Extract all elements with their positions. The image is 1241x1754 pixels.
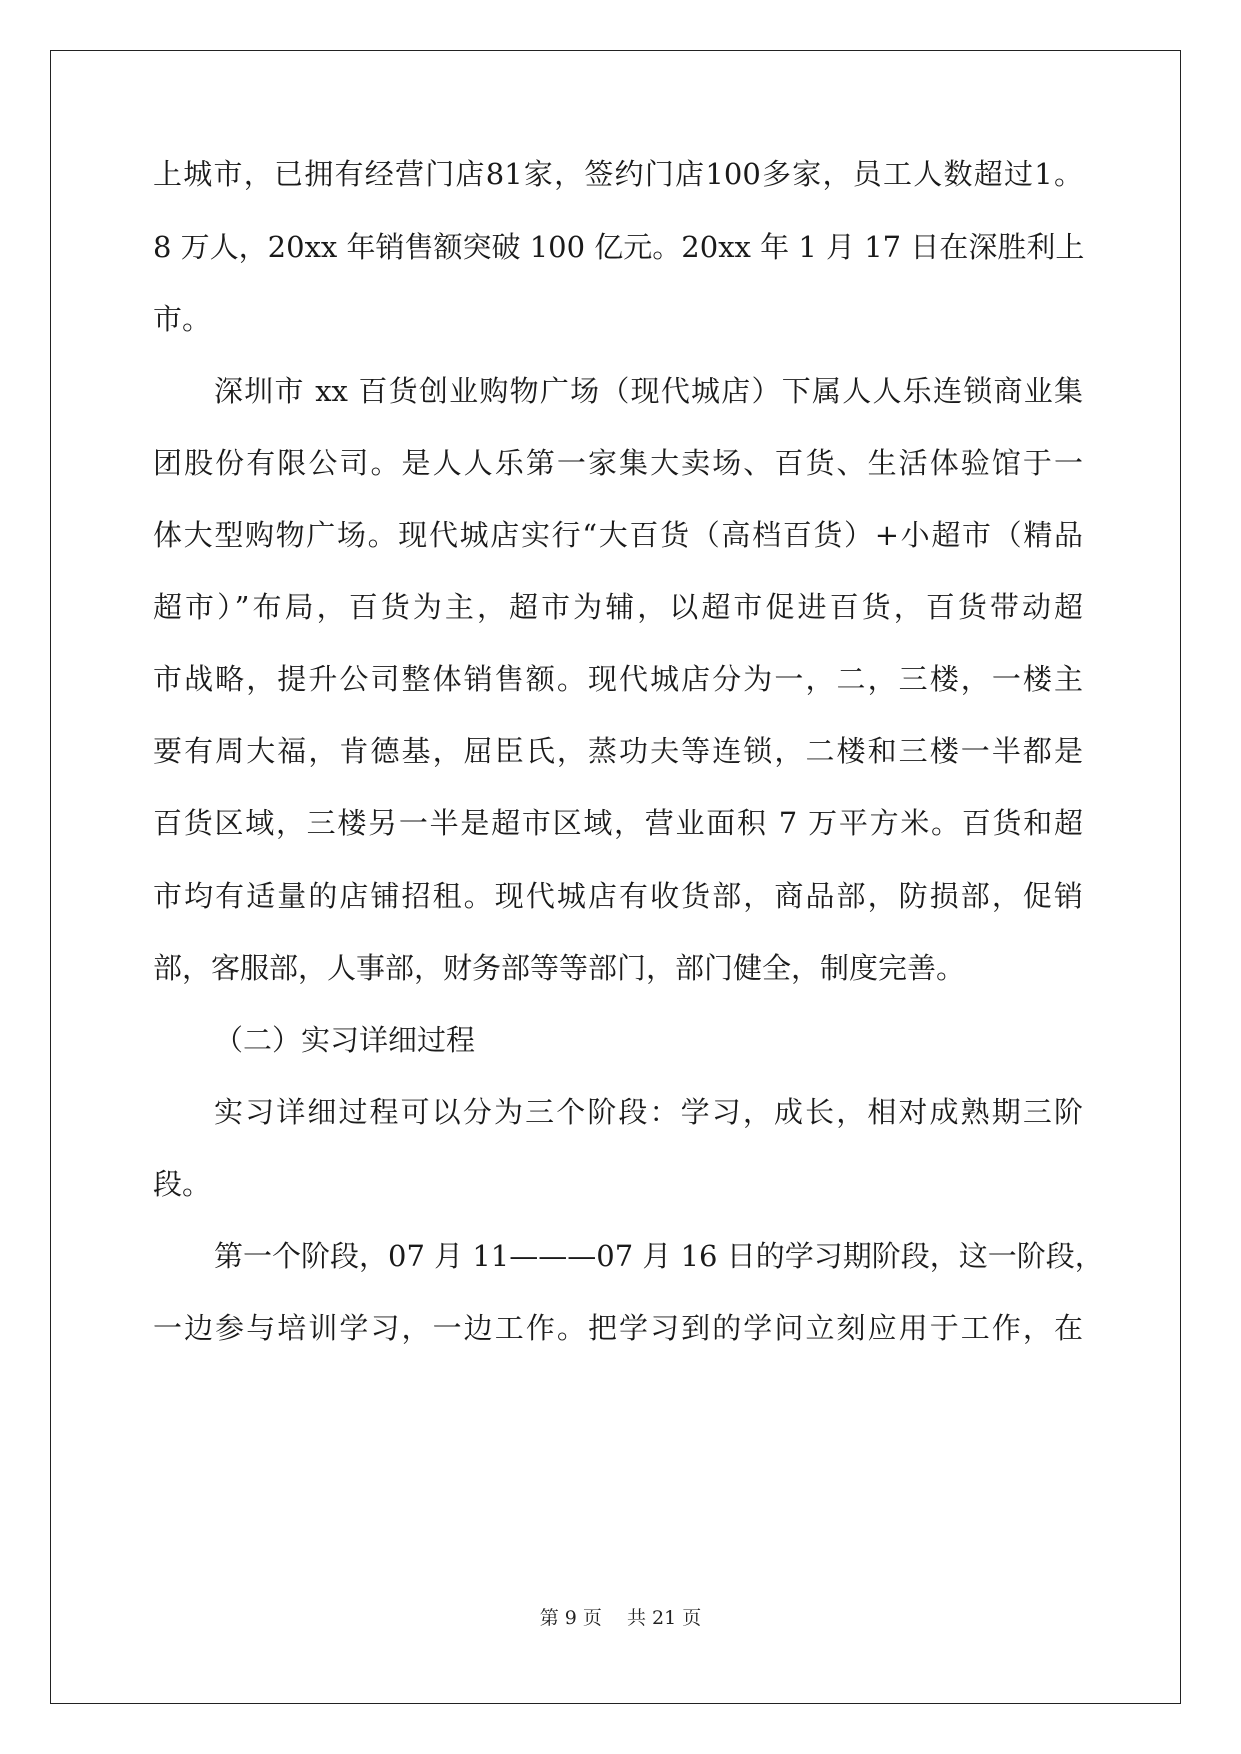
text-line: 8 万人，20xx 年销售额突破 100 亿元。20xx 年 1 月 17 日在深胜利上 (153, 230, 1085, 264)
text-line: 体大型购物广场。现代城店实行“大百货（高档百货）+小超市（精品 (153, 518, 1083, 552)
text-line: 要有周大福，肯德基，屈臣氏，蒸功夫等连锁，二楼和三楼一半都是 (153, 734, 1083, 768)
text-line: 一边参与培训学习，一边工作。把学习到的学问立刻应用于工作，在 (153, 1311, 1083, 1345)
text-line: 超市）”布局，百货为主，超市为辅，以超市促进百货，百货带动超 (153, 590, 1083, 624)
text-line: 团股份有限公司。是人人乐第一家集大卖场、百货、生活体验馆于一 (153, 446, 1083, 480)
text-line: 深圳市 xx 百货创业购物广场（现代城店）下属人人乐连锁商业集 (214, 374, 1083, 408)
text-line: 市战略，提升公司整体销售额。现代城店分为一，二，三楼，一楼主 (153, 662, 1083, 696)
text-line: 百货区域，三楼另一半是超市区域，营业面积 7 万平方米。百货和超 (153, 806, 1083, 840)
text-line: 第一个阶段，07 月 11———07 月 16 日的学习期阶段，这一阶段， (214, 1239, 1104, 1273)
text-line: 部，客服部，人事部，财务部等等部门，部门健全，制度完善。 (153, 951, 966, 985)
section-heading: （二）实习详细过程 (214, 1023, 476, 1057)
text-line: 段。 (153, 1167, 212, 1201)
text-line: 市。 (153, 302, 212, 336)
text-line: 市均有适量的店铺招租。现代城店有收货部，商品部，防损部，促销 (153, 879, 1083, 913)
page-number: 第 9 页 共 21 页 (539, 1607, 702, 1629)
text-line: 上城市，已拥有经营门店81家，签约门店100多家，员工人数超过1。 (153, 157, 1083, 191)
text-line: 实习详细过程可以分为三个阶段：学习，成长，相对成熟期三阶 (214, 1095, 1083, 1129)
